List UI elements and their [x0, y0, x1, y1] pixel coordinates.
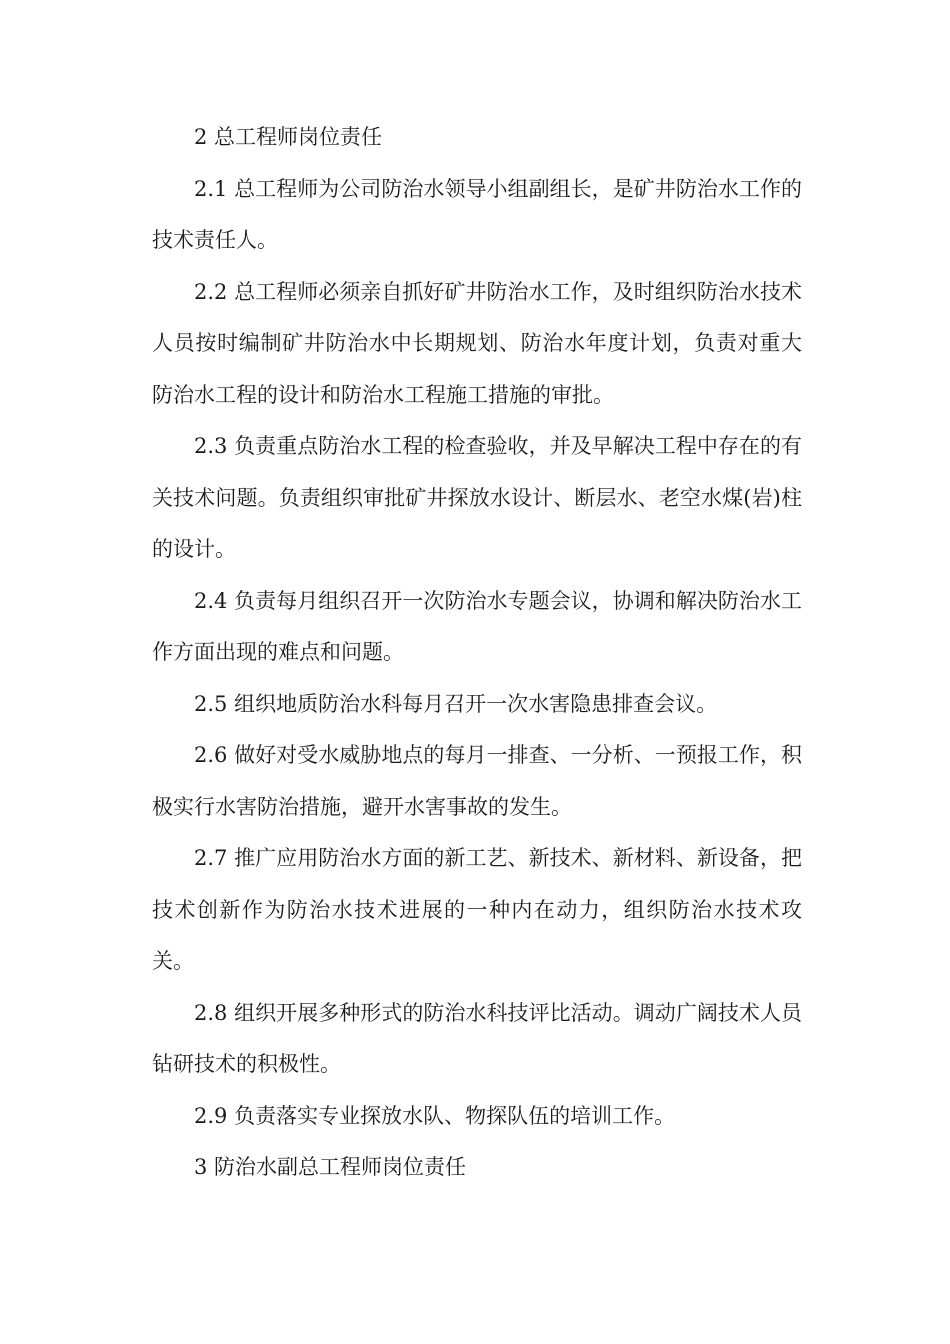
- paragraph-2-2: 2.2 总工程师必须亲自抓好矿井防治水工作，及时组织防治水技术人员按时编制矿井防治水中长期规划、防治水年度计划，负责对重大防治水工程的设计和防治水工程施工措施的审批。: [152, 279, 802, 407]
- section-heading-2: 2 总工程师岗位责任: [194, 125, 383, 149]
- paragraph-2-7: 2.7 推广应用防治水方面的新工艺、新技术、新材料、新设备，把技术创新作为防治水技术进展的一种内在动力，组织防治水技术攻关。: [152, 846, 802, 973]
- section-heading-3: 3 防治水副总工程师岗位责任: [194, 1155, 467, 1179]
- paragraph-2-1: 2.1 总工程师为公司防治水领导小组副组长，是矿井防治水工作的技术责任人。: [152, 176, 802, 252]
- paragraph-2-9: 2.9 负责落实专业探放水队、物探队伍的培训工作。: [194, 1103, 676, 1128]
- paragraph-2-6: 2.6 做好对受水威胁地点的每月一排查、一分析、一预报工作，积极实行水害防治措施，避开水害事故的发生。: [152, 743, 802, 819]
- document-body: [152, 112, 802, 1194]
- paragraph-2-4: 2.4 负责每月组织召开一次防治水专题会议，协调和解决防治水工作方面出现的难点和问题。: [152, 588, 802, 664]
- paragraph-2-8: 2.8 组织开展多种形式的防治水科技评比活动。调动广阔技术人员钻研技术的积极性。: [152, 1000, 802, 1076]
- paragraph-2-3: 2.3 负责重点防治水工程的检查验收，并及早解决工程中存在的有关技术问题。负责组织审批矿井探放水设计、断层水、老空水煤(岩)柱的设计。: [152, 434, 802, 561]
- paragraph-2-5: 2.5 组织地质防治水科每月召开一次水害隐患排查会议。: [194, 691, 718, 716]
